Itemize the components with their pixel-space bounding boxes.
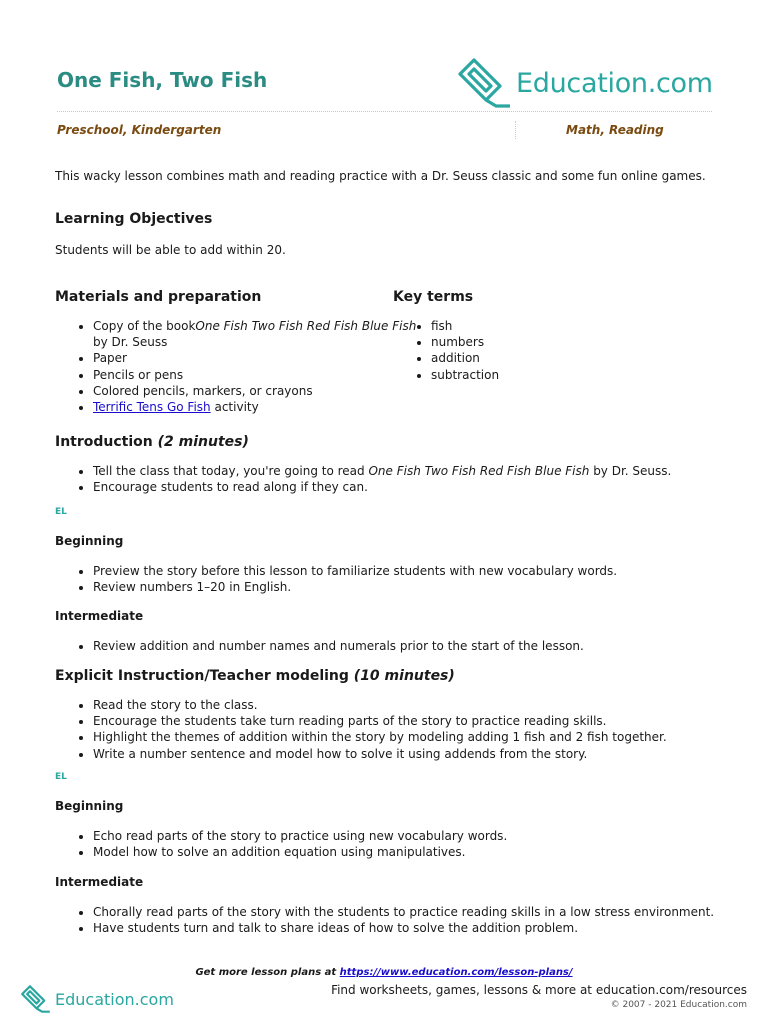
list-item: • Pencils or pens xyxy=(93,367,423,383)
education-logo-icon xyxy=(20,984,52,1014)
materials-heading: Materials and preparation xyxy=(55,289,262,305)
list-item: • Review addition and number names and numerals prior to the start of the lesson. xyxy=(93,638,768,654)
footer-resources-text: Find worksheets, games, lessons & more at education.com/resources xyxy=(331,983,747,997)
header-logo[interactable] xyxy=(456,56,713,110)
activity-link[interactable]: Terrific Tens Go Fish xyxy=(93,400,211,415)
lesson-plans-link[interactable]: https://www.education.com/lesson-plans/ xyxy=(339,967,573,978)
list-item: • Chorally read parts of the story with the students to practice reading skills in a low stress environment. xyxy=(93,904,768,920)
explicit-instruction-list xyxy=(55,697,768,762)
explicit-intermediate-list xyxy=(55,904,768,936)
key-terms-heading: Key terms xyxy=(393,289,474,305)
introduction-beginning-list xyxy=(55,563,768,595)
list-item: • Paper xyxy=(93,350,423,366)
beginning-heading: Beginning xyxy=(55,534,124,548)
list-item: • Colored pencils, markers, or crayons xyxy=(93,383,423,399)
introduction-list xyxy=(55,463,768,495)
footer-logo[interactable] xyxy=(20,984,174,1014)
logo-wordmark: Education.com xyxy=(55,989,174,1009)
lesson-intro: This wacky lesson combines math and reading practice with a Dr. Seuss classic and some fun online games. xyxy=(55,169,706,183)
beginning-heading: Beginning xyxy=(55,799,124,813)
list-item: • Preview the story before this lesson to familiarize students with new vocabulary words. xyxy=(93,563,768,579)
introduction-heading: Introduction (2 minutes) xyxy=(55,434,249,450)
explicit-instruction-heading: Explicit Instruction/Teacher modeling (10 minutes) xyxy=(55,668,455,684)
objectives-text: Students will be able to add within 20. xyxy=(55,243,286,257)
introduction-intermediate-list xyxy=(55,638,768,654)
list-item: • fish xyxy=(431,318,499,334)
list-item: • Terrific Tens Go Fish activity xyxy=(93,399,423,415)
list-item: • Review numbers 1–20 in English. xyxy=(93,579,768,595)
education-logo-icon xyxy=(456,56,514,110)
el-label: EL xyxy=(55,507,67,517)
subject: Math, Reading xyxy=(566,123,664,137)
list-item: • subtraction xyxy=(431,367,499,383)
grade-level: Preschool, Kindergarten xyxy=(57,123,222,137)
intermediate-heading: Intermediate xyxy=(55,609,144,623)
el-label: EL xyxy=(55,772,67,782)
list-item: • Encourage students to read along if they can. xyxy=(93,479,768,495)
logo-wordmark: Education.com xyxy=(516,67,713,99)
copyright: © 2007 - 2021 Education.com xyxy=(610,1000,747,1010)
list-item: • Tell the class that today, you're going to read One Fish Two Fish Red Fish Blue Fish by Dr. Seuss. xyxy=(93,463,768,479)
page-title: One Fish, Two Fish xyxy=(57,68,268,92)
list-item: • Have students turn and talk to share ideas of how to solve the addition problem. xyxy=(93,920,768,936)
intermediate-heading: Intermediate xyxy=(55,875,144,889)
explicit-beginning-list xyxy=(55,828,768,860)
list-item: • addition xyxy=(431,350,499,366)
list-item: • Model how to solve an addition equation using manipulatives. xyxy=(93,844,768,860)
key-terms-list xyxy=(393,318,499,383)
list-item: • Read the story to the class. xyxy=(93,697,768,713)
list-item: • Write a number sentence and model how to solve it using addends from the story. xyxy=(93,746,768,762)
materials-list xyxy=(55,318,423,415)
list-item: • Highlight the themes of addition within the story by modeling adding 1 fish and 2 fish together. xyxy=(93,729,768,745)
list-item: • Copy of the bookOne Fish Two Fish Red Fish Blue Fish by Dr. Seuss xyxy=(93,318,423,350)
list-item: • Encourage the students take turn reading parts of the story to practice reading skills. xyxy=(93,713,768,729)
meta-separator xyxy=(515,121,516,139)
list-item: • numbers xyxy=(431,334,499,350)
header-divider xyxy=(57,111,712,112)
footer-promo: Get more lesson plans at https://www.education.com/lesson-plans/ xyxy=(195,967,573,978)
objectives-heading: Learning Objectives xyxy=(55,211,213,227)
list-item: • Echo read parts of the story to practice using new vocabulary words. xyxy=(93,828,768,844)
